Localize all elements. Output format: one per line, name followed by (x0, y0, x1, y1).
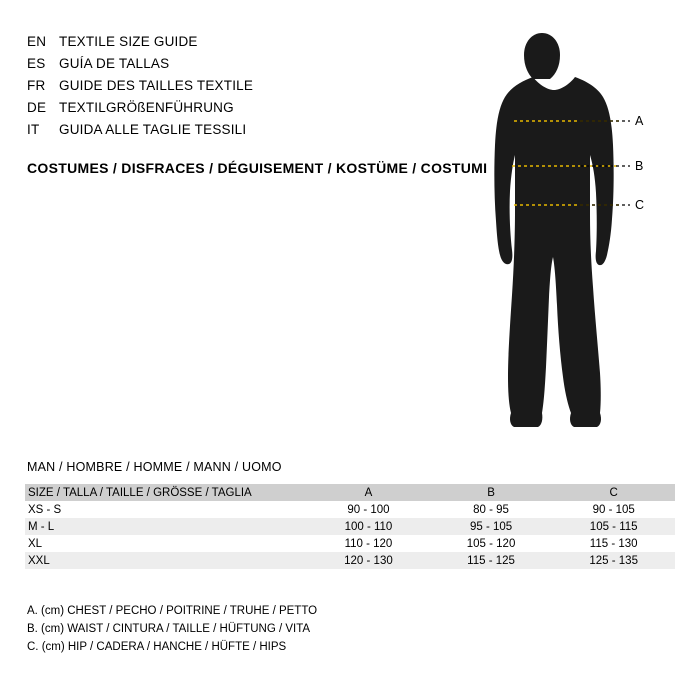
language-text-fr: GUIDE DES TAILLES TEXTILE (59, 78, 254, 93)
silhouette-shape (494, 33, 613, 427)
language-code-en: EN (27, 34, 47, 49)
language-text-de: TEXTILGRÖßENFÜHRUNG (59, 100, 234, 115)
cell-a: 90 - 100 (347, 503, 390, 516)
table-row (25, 501, 675, 518)
callout-label-a: A (635, 114, 644, 128)
cell-size: XS - S (28, 503, 62, 516)
table-row (25, 552, 675, 569)
language-row-de (27, 100, 457, 122)
table-header-row (25, 484, 675, 501)
table-header-a: A (364, 486, 373, 499)
size-table (25, 484, 675, 569)
callout-label-b: B (635, 159, 644, 173)
table-row (25, 518, 675, 535)
cell-c: 90 - 105 (592, 503, 635, 516)
table-row (25, 535, 675, 552)
cell-size: XL (28, 537, 43, 550)
language-code-es: ES (27, 56, 46, 71)
cell-b: 95 - 105 (469, 520, 513, 533)
language-text-es: GUÍA DE TALLAS (59, 56, 170, 71)
body-silhouette (470, 25, 680, 435)
cell-a: 110 - 120 (344, 537, 393, 550)
language-row-en (27, 34, 457, 56)
table-header-c: C (609, 486, 618, 499)
language-text-it: GUIDA ALLE TAGLIE TESSILI (59, 122, 247, 137)
cell-c: 115 - 130 (589, 537, 638, 550)
callout-label-c: C (635, 198, 645, 212)
cell-c: 125 - 135 (589, 554, 638, 567)
language-row-es (27, 56, 457, 78)
note-chest: A. (cm) CHEST / PECHO / POITRINE / TRUHE / PETTO (27, 605, 318, 617)
note-waist: B. (cm) WAIST / CINTURA / TAILLE / HÜFTUNG / VITA (27, 623, 311, 635)
cell-b: 80 - 95 (473, 503, 509, 516)
note-hip: C. (cm) HIP / CADERA / HANCHE / HÜFTE / HIPS (27, 641, 287, 653)
cell-b: 115 - 125 (467, 554, 515, 567)
language-code-it: IT (27, 122, 40, 137)
table-header-size: SIZE / TALLA / TAILLE / GRÖSSE / TAGLIA (28, 486, 252, 499)
table-header-b: B (487, 486, 495, 499)
cell-b: 105 - 120 (466, 537, 516, 550)
costumes-subtitle: COSTUMES / DISFRACES / DÉGUISEMENT / KOSTÜME / COSTUMI (27, 160, 488, 176)
language-row-it (27, 122, 457, 144)
language-list (27, 34, 457, 144)
cell-c: 105 - 115 (589, 520, 638, 533)
language-text-en: TEXTILE SIZE GUIDE (59, 34, 198, 49)
language-row-fr (27, 78, 457, 100)
language-code-fr: FR (27, 78, 46, 93)
cell-size: XXL (28, 554, 50, 567)
measurement-notes (27, 602, 317, 656)
cell-size: M - L (28, 520, 55, 533)
cell-a: 120 - 130 (344, 554, 393, 567)
cell-a: 100 - 110 (344, 520, 393, 533)
table-title: MAN / HOMBRE / HOMME / MANN / UOMO (27, 460, 282, 474)
language-code-de: DE (27, 100, 47, 115)
